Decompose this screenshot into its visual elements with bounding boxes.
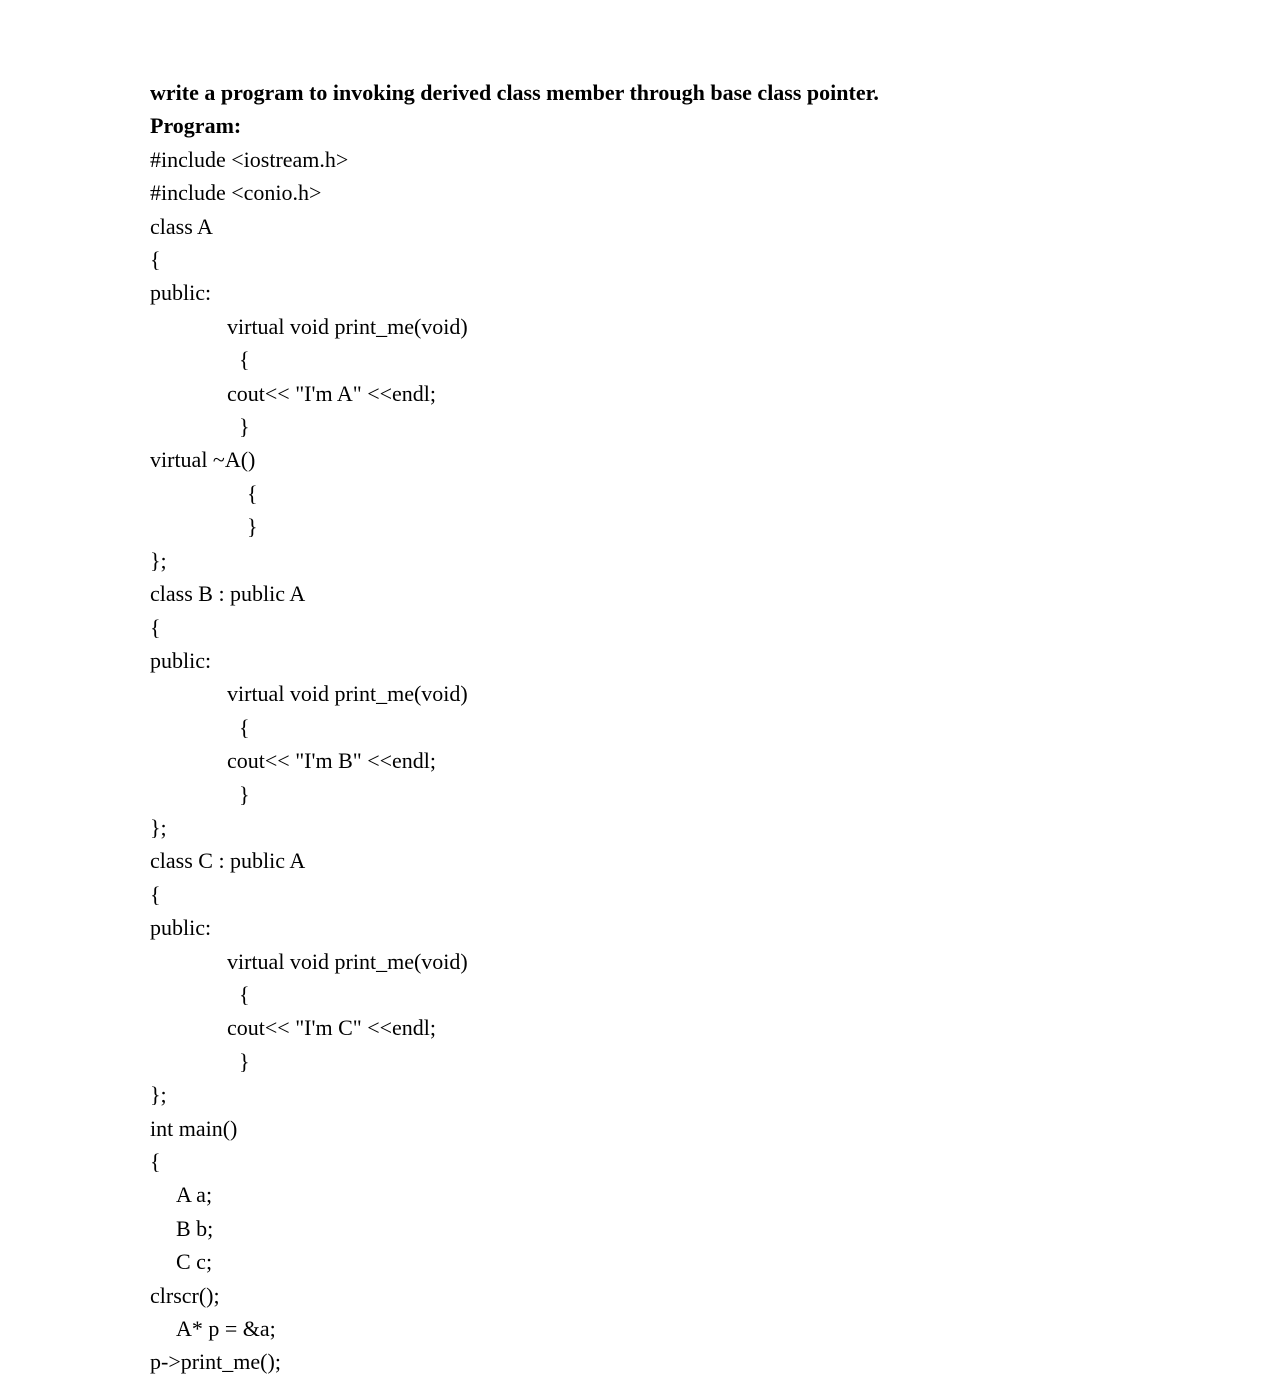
code-line: p->print_me();	[150, 1349, 281, 1375]
code-line: B b;	[176, 1215, 214, 1241]
code-line: {	[150, 881, 161, 907]
code-line: A a;	[176, 1182, 213, 1208]
code-line: public:	[150, 647, 212, 673]
code-line: A* p = &a;	[176, 1316, 276, 1342]
code-line: class A	[150, 213, 213, 239]
code-line: class B : public A	[150, 581, 306, 607]
document-title: write a program to invoking derived class member through base class pointer.	[150, 80, 879, 105]
code-line: {	[247, 480, 258, 506]
code-line: #include <iostream.h>	[150, 146, 349, 172]
code-line: public:	[150, 280, 212, 306]
code-line: public:	[150, 915, 212, 941]
code-line: {	[150, 1149, 161, 1174]
code-line: clrscr();	[150, 1282, 220, 1308]
code-line: cout<< "I'm A" <<endl;	[227, 380, 437, 406]
code-line: };	[150, 547, 167, 573]
code-line: }	[247, 514, 258, 540]
code-line: virtual void print_me(void)	[227, 681, 468, 707]
code-line: }	[239, 414, 250, 440]
code-line: };	[150, 814, 167, 840]
code-line: virtual void print_me(void)	[227, 948, 468, 974]
program-label: Program:	[150, 113, 242, 139]
code-line: {	[239, 347, 250, 373]
code-line: };	[150, 1082, 167, 1108]
code-line: {	[239, 981, 250, 1007]
code-line: #include <conio.h>	[150, 180, 322, 206]
code-line: {	[150, 247, 161, 273]
code-line: {	[150, 614, 161, 640]
code-line: int main()	[150, 1115, 238, 1141]
code-line: cout<< "I'm B" <<endl;	[227, 748, 437, 774]
code-line: cout<< "I'm C" <<endl;	[227, 1015, 437, 1041]
code-line: C c;	[176, 1249, 213, 1275]
code-line: virtual void print_me(void)	[227, 313, 468, 339]
code-line: {	[239, 714, 250, 740]
code-line: }	[239, 781, 250, 807]
code-block	[150, 143, 1215, 1379]
code-line: virtual ~A()	[150, 447, 256, 473]
code-line: }	[239, 1048, 250, 1074]
code-line: class C : public A	[150, 848, 306, 874]
